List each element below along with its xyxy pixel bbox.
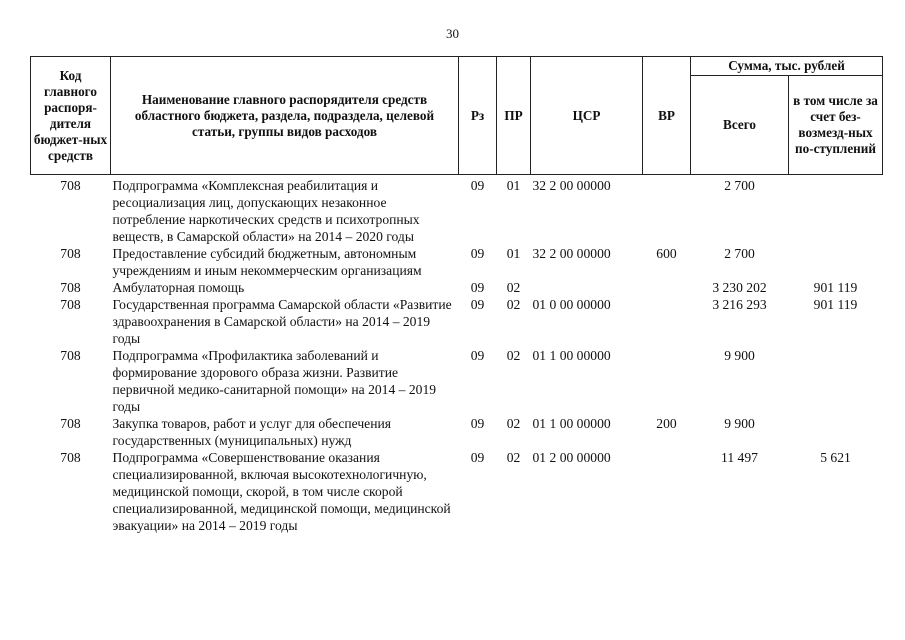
header-code: Код главного распоря-дителя бюджет-ных средств — [31, 57, 111, 175]
cell-name: Закупка товаров, работ и услуг для обеспечения государственных (муниципальных) нужд — [112, 416, 391, 448]
cell-total: 11 497 — [721, 450, 758, 465]
header-pr: ПР — [497, 57, 531, 175]
cell-code: 708 — [60, 348, 81, 363]
header-sum: Сумма, тыс. рублей — [691, 57, 883, 76]
cell-code: 708 — [60, 297, 81, 312]
page-number: 30 — [446, 26, 459, 41]
cell-pr: 02 — [506, 297, 521, 312]
cell-name: Предоставление субсидий бюджетным, автономным учреждениям и иным некоммерческим организациям — [112, 246, 422, 278]
table-row — [31, 177, 883, 245]
cell-csr: 01 0 00 00000 — [532, 297, 611, 312]
cell-pr: 01 — [506, 246, 521, 261]
cell-code: 708 — [60, 246, 81, 261]
cell-vr: 600 — [656, 246, 677, 261]
cell-total: 3 216 293 — [712, 297, 767, 312]
budget-table — [30, 56, 883, 534]
cell-total: 2 700 — [724, 178, 755, 193]
cell-csr: 32 2 00 00000 — [532, 178, 611, 193]
cell-code: 708 — [60, 178, 81, 193]
cell-free: 901 119 — [813, 280, 858, 295]
table-row — [31, 245, 883, 279]
cell-vr — [643, 279, 691, 296]
cell-total: 3 230 202 — [712, 280, 767, 295]
cell-rz: 09 — [470, 178, 485, 193]
header-row-1 — [31, 57, 883, 76]
cell-free — [789, 245, 883, 279]
cell-vr — [643, 177, 691, 245]
cell-rz: 09 — [470, 246, 485, 261]
cell-vr — [643, 449, 691, 534]
header-vr: ВР — [643, 57, 691, 175]
table-row — [31, 415, 883, 449]
table-row — [31, 296, 883, 347]
cell-free: 5 621 — [820, 450, 851, 465]
cell-pr: 02 — [506, 280, 521, 295]
cell-name: Государственная программа Самарской области «Развитие здравоохранения в Самарской области» на 2014 – 2019 годы — [112, 297, 452, 346]
cell-pr: 02 — [506, 416, 521, 431]
header-name: Наименование главного распорядителя средств областного бюджета, раздела, подраздела, целевой статьи, группы видов расходов — [111, 57, 459, 175]
cell-pr: 01 — [506, 178, 521, 193]
cell-csr: 32 2 00 00000 — [532, 246, 611, 261]
header-csr: ЦСР — [531, 57, 643, 175]
header-free: в том числе за счет без-возмезд-ных по-ступлений — [789, 76, 883, 175]
cell-rz: 09 — [470, 450, 485, 465]
header-total: Всего — [691, 76, 789, 175]
cell-name: Амбулаторная помощь — [112, 280, 245, 295]
cell-name: Подпрограмма «Комплексная реабилитация и ресоциализация лиц, допускающих незаконное потребление наркотических средств и психотропных веществ, в Самарской области» на 2014 – 2020 годы — [112, 178, 420, 244]
table-row — [31, 449, 883, 534]
cell-pr: 02 — [506, 450, 521, 465]
cell-name: Подпрограмма «Совершенствование оказания специализированной, включая высокотехнологичную, медицинской помощи, скорой, в том числе скорой специализированной, медицинской помощи, медицинской эвакуации» на 2014 – 2019 годы — [112, 450, 451, 533]
cell-name: Подпрограмма «Профилактика заболеваний и формирование здорового образа жизни. Развитие первичной медико-санитарной помощи» на 2014 – 2019 годы — [112, 348, 437, 414]
cell-rz: 09 — [470, 348, 485, 363]
cell-free — [789, 347, 883, 415]
cell-vr — [643, 296, 691, 347]
cell-total: 2 700 — [724, 246, 755, 261]
cell-free — [789, 177, 883, 245]
cell-csr: 01 1 00 00000 — [532, 416, 611, 431]
cell-total: 9 900 — [724, 348, 755, 363]
cell-vr — [643, 347, 691, 415]
cell-rz: 09 — [470, 416, 485, 431]
cell-code: 708 — [60, 280, 81, 295]
cell-csr: 01 1 00 00000 — [532, 348, 611, 363]
cell-csr — [531, 279, 643, 296]
cell-vr: 200 — [656, 416, 677, 431]
table-row — [31, 347, 883, 415]
cell-rz: 09 — [470, 280, 485, 295]
cell-rz: 09 — [470, 297, 485, 312]
cell-code: 708 — [60, 416, 81, 431]
table-row — [31, 279, 883, 296]
cell-free — [789, 415, 883, 449]
cell-csr: 01 2 00 00000 — [532, 450, 611, 465]
cell-code: 708 — [60, 450, 81, 465]
header-rz: Рз — [459, 57, 497, 175]
cell-free: 901 119 — [813, 297, 858, 312]
cell-pr: 02 — [506, 348, 521, 363]
cell-total: 9 900 — [724, 416, 755, 431]
